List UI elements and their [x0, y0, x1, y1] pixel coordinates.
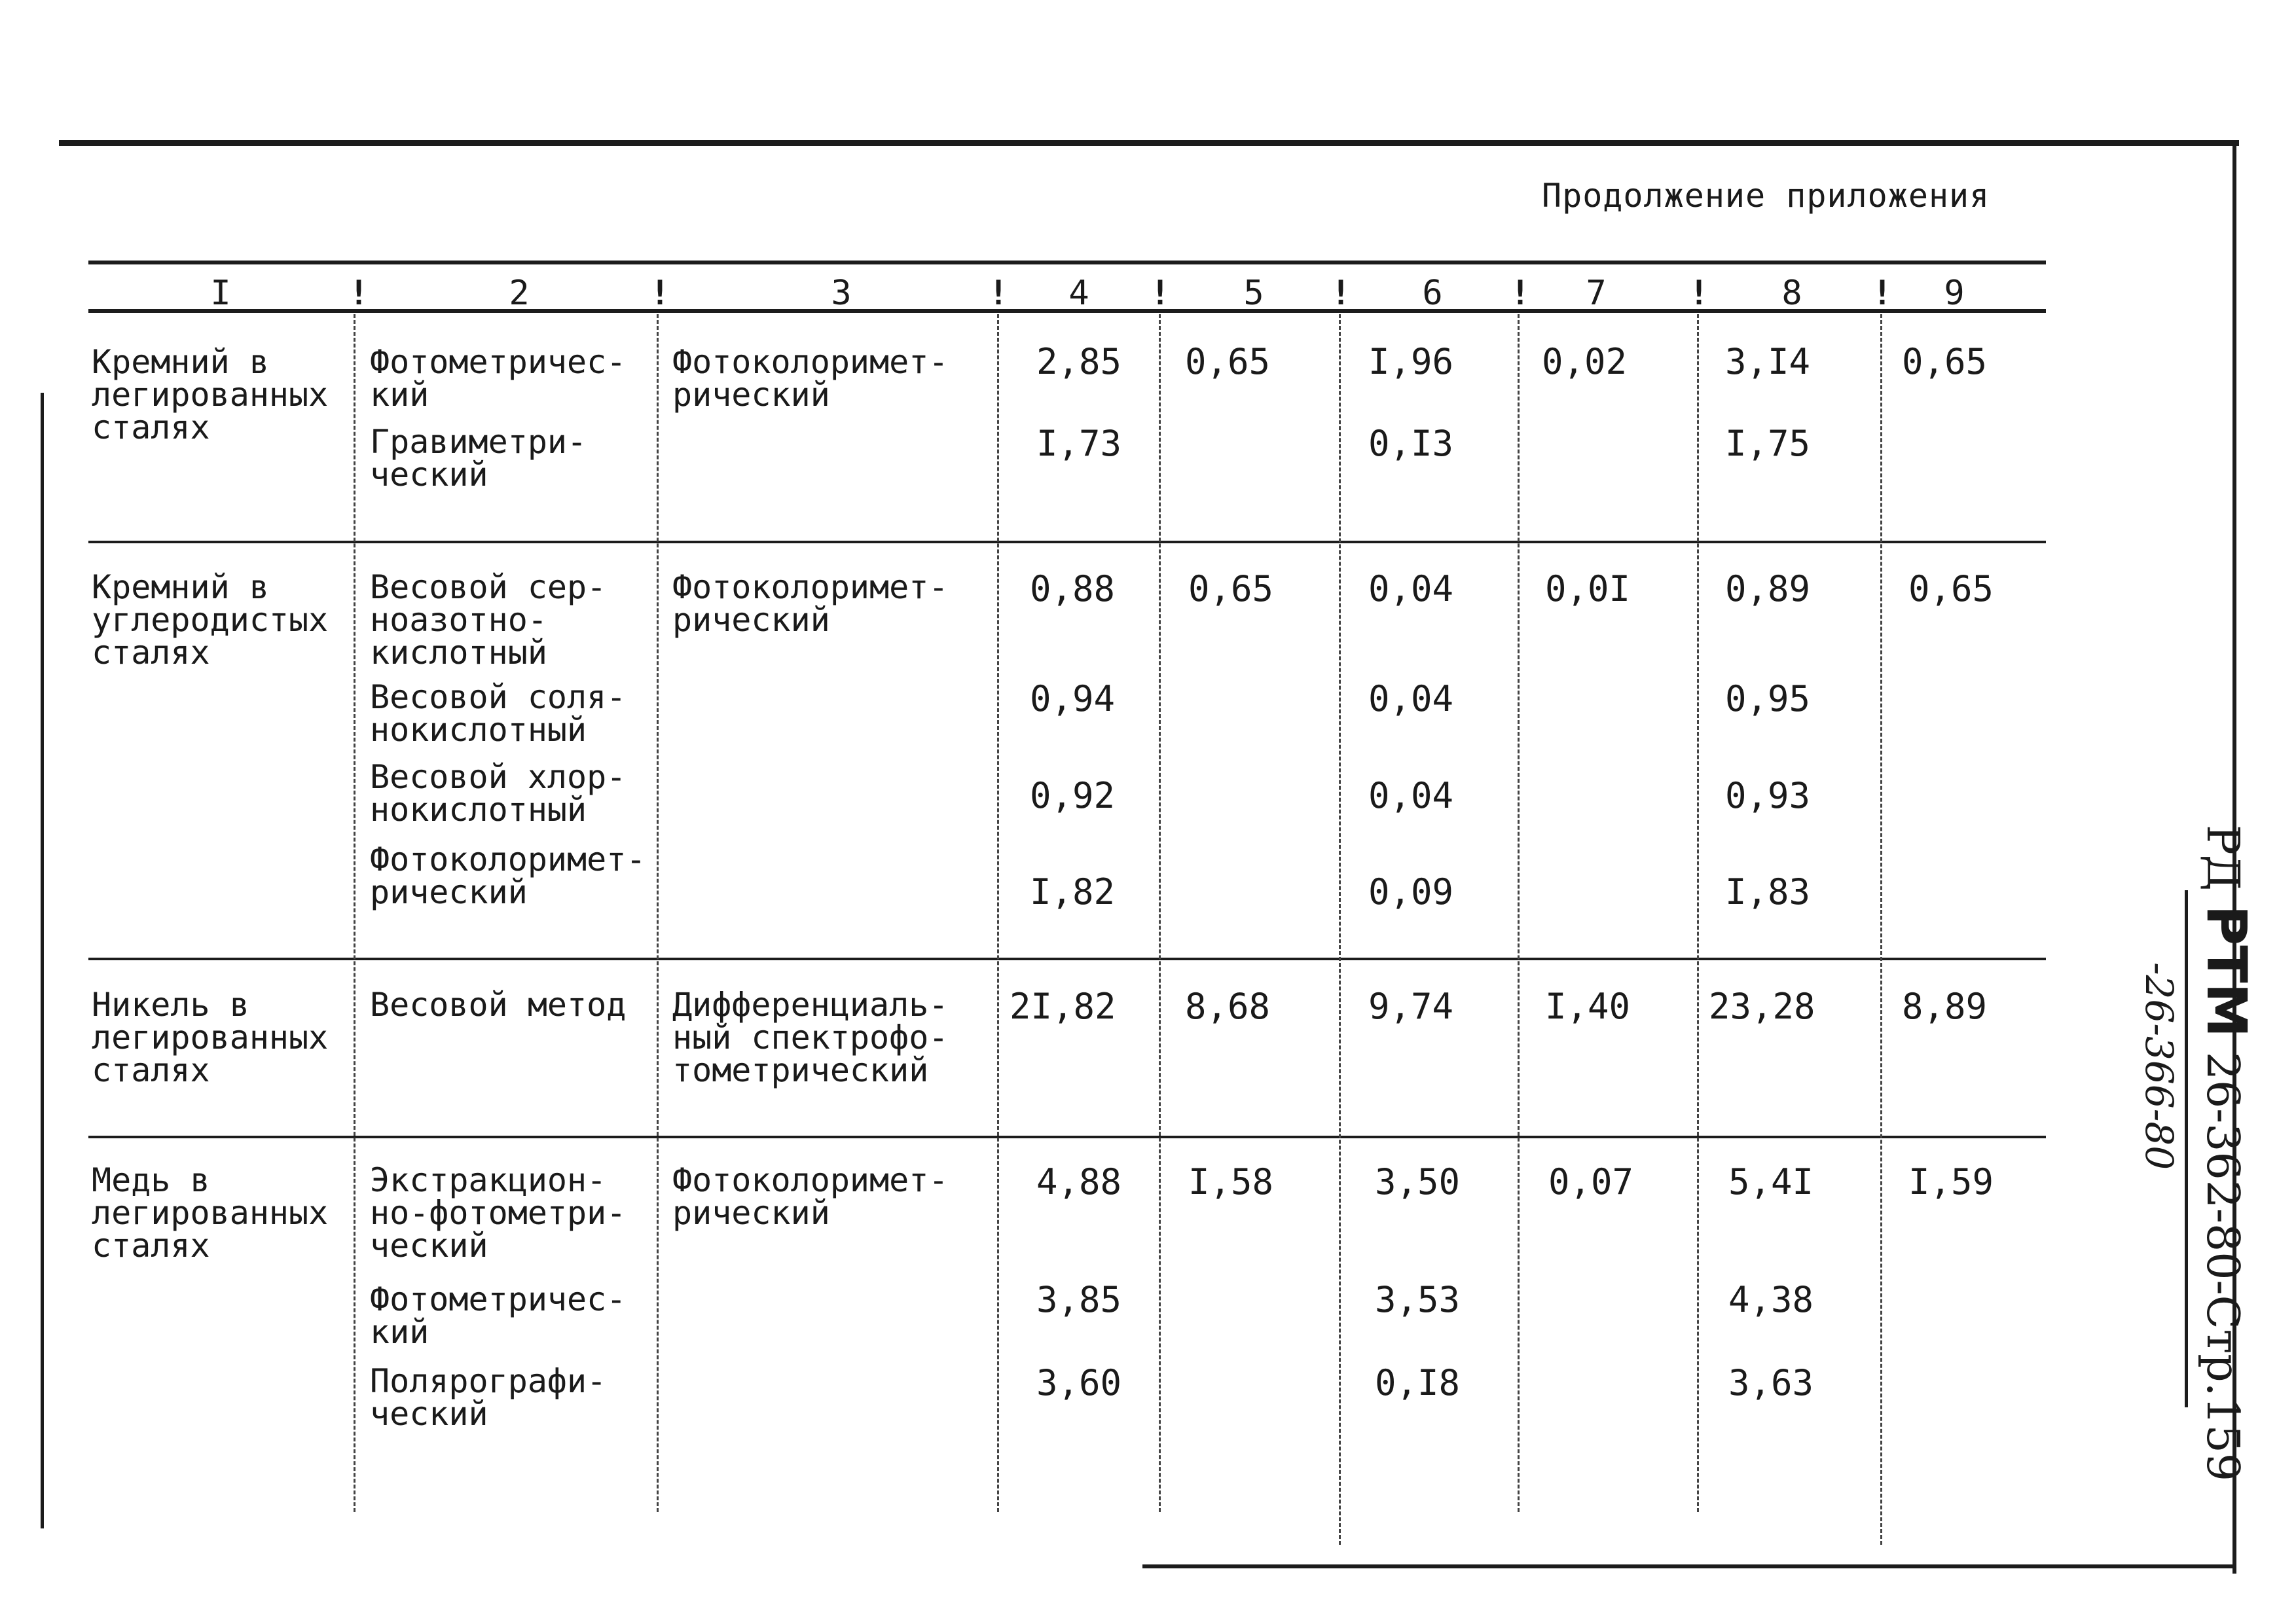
document-side-label [2062, 825, 2259, 1482]
col-separator-2 [657, 314, 659, 1512]
side-label-line1: РД РТМ 26-362-80-Стр.159 [2195, 825, 2259, 1482]
value-col8: 0,95 [1725, 678, 1811, 719]
method-name: Полярографи- ческий [370, 1362, 607, 1433]
value-col7: 0,02 [1542, 341, 1628, 382]
element-name: Никель в легированных сталях [92, 986, 329, 1089]
reference-method: Дифференциаль- ный спектрофо- тометрический [672, 986, 949, 1089]
value-col8: I,75 [1725, 423, 1811, 464]
value-col6: 0,I8 [1375, 1362, 1461, 1403]
value-col7: 0,0I [1545, 568, 1631, 609]
value-col6: 0,04 [1368, 678, 1454, 719]
value-col4: 0,92 [1030, 775, 1116, 816]
value-col4: 3,85 [1036, 1279, 1122, 1320]
row-divider-1 [88, 541, 2046, 543]
value-col9: 8,89 [1902, 986, 1988, 1027]
col-header-8: 8 [1781, 274, 1802, 313]
value-col9: 0,65 [1908, 568, 1994, 609]
frame-bottom-border [1142, 1564, 2236, 1568]
col-separator-6 [1518, 314, 1520, 1512]
element-name: Медь в легированных сталях [92, 1161, 329, 1265]
method-name: Фотометричес- кий [370, 343, 627, 414]
frame-top-border [59, 140, 2239, 146]
value-col8: 3,I4 [1725, 341, 1811, 382]
row-divider-3 [88, 1136, 2046, 1138]
method-name: Фотоколоримет- рический [370, 840, 646, 911]
method-name: Весовой сер- ноазотно- кислотный [370, 568, 607, 672]
value-col4: 4,88 [1036, 1161, 1122, 1202]
col-header-7: 7 [1586, 274, 1607, 313]
col-header-6: 6 [1422, 274, 1443, 313]
continuation-title: Продолжение приложения [1542, 177, 1990, 215]
method-name: Весовой метод [370, 986, 627, 1024]
value-col4: I,82 [1030, 871, 1116, 912]
value-col5: 0,65 [1185, 341, 1271, 382]
header-separator: ! [1150, 274, 1171, 313]
value-col5: 8,68 [1185, 986, 1271, 1027]
value-col8: 5,4I [1728, 1161, 1814, 1202]
value-col8: 0,89 [1725, 568, 1811, 609]
value-col8: 3,63 [1728, 1362, 1814, 1403]
value-col4: 0,94 [1030, 678, 1116, 719]
value-col9: 0,65 [1902, 341, 1988, 382]
value-col4: 3,60 [1036, 1362, 1122, 1403]
value-col5: I,58 [1188, 1161, 1274, 1202]
element-name: Кремний в углеродистых сталях [92, 568, 329, 672]
element-name: Кремний в легированных сталях [92, 343, 329, 446]
value-col8: 23,28 [1709, 986, 1815, 1027]
header-separator: ! [1688, 274, 1709, 313]
value-col7: I,40 [1545, 986, 1631, 1027]
header-separator: ! [1510, 274, 1531, 313]
value-col6: 9,74 [1368, 986, 1454, 1027]
value-col9: I,59 [1908, 1161, 1994, 1202]
value-col6: I,96 [1368, 341, 1454, 382]
col-separator-3 [997, 314, 999, 1512]
value-col4: 2I,82 [1010, 986, 1116, 1027]
value-col4: 2,85 [1036, 341, 1122, 382]
value-col6: 0,04 [1368, 568, 1454, 609]
header-separator: ! [988, 274, 1009, 313]
reference-method: Фотоколоримет- рический [672, 343, 949, 414]
method-name: Экстракцион- но-фотометри- ческий [370, 1161, 627, 1265]
col-separator-1 [354, 314, 355, 1512]
header-separator: ! [1872, 274, 1893, 313]
col-header-5: 5 [1243, 274, 1264, 313]
header-bottom-rule [88, 309, 2046, 313]
header-separator: ! [1330, 274, 1351, 313]
value-col5: 0,65 [1188, 568, 1274, 609]
method-name: Весовой хлор- нокислотный [370, 758, 627, 829]
value-col7: 0,07 [1548, 1161, 1634, 1202]
reference-method: Фотоколоримет- рический [672, 1161, 949, 1232]
method-name: Гравиметри- ческий [370, 423, 587, 494]
col-separator-4 [1159, 314, 1161, 1512]
value-col6: 3,50 [1375, 1161, 1461, 1202]
value-col6: 3,53 [1375, 1279, 1461, 1320]
value-col6: 0,09 [1368, 871, 1454, 912]
value-col8: 4,38 [1728, 1279, 1814, 1320]
header-separator: ! [348, 274, 369, 313]
method-name: Фотометричес- кий [370, 1280, 627, 1351]
col-separator-8 [1880, 314, 1882, 1545]
col-header-9: 9 [1944, 274, 1965, 313]
col-header-3: 3 [831, 274, 852, 313]
value-col4: I,73 [1036, 423, 1122, 464]
table-top-rule [88, 261, 2046, 264]
col-separator-5 [1339, 314, 1341, 1545]
row-divider-2 [88, 958, 2046, 960]
value-col6: 0,I3 [1368, 423, 1454, 464]
value-col6: 0,04 [1368, 775, 1454, 816]
method-name: Весовой соля- нокислотный [370, 678, 627, 749]
side-label-rule [2185, 890, 2188, 1407]
value-col8: 0,93 [1725, 775, 1811, 816]
header-separator: ! [649, 274, 670, 313]
frame-left-border [41, 393, 44, 1528]
value-col8: I,83 [1725, 871, 1811, 912]
side-label-line2: -26-366-80 [2137, 962, 2181, 1170]
col-header-1: I [210, 274, 231, 313]
col-header-2: 2 [509, 274, 530, 313]
reference-method: Фотоколоримет- рический [672, 568, 949, 639]
col-header-4: 4 [1068, 274, 1089, 313]
value-col4: 0,88 [1030, 568, 1116, 609]
col-separator-7 [1697, 314, 1699, 1512]
